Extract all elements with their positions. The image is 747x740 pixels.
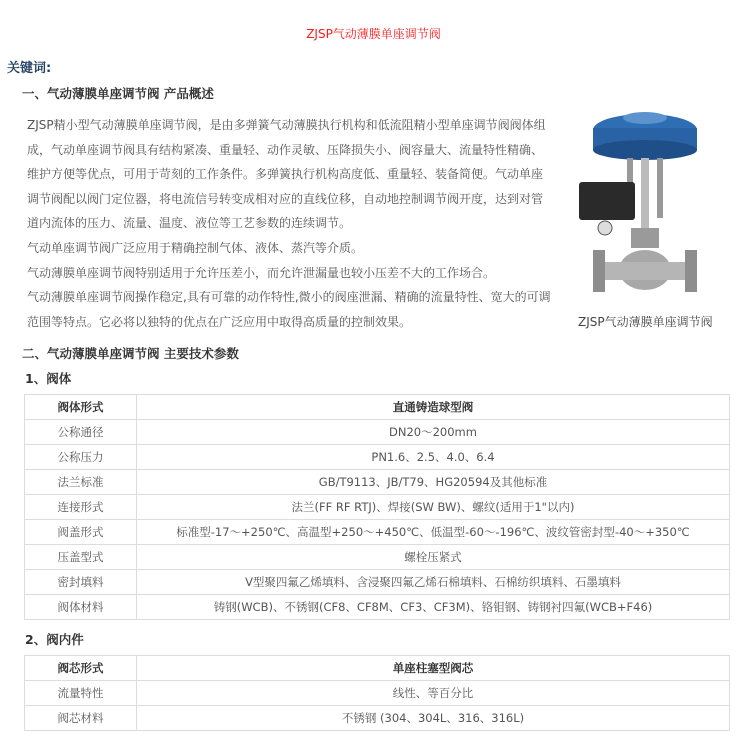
paragraph-line: ZJSP精小型气动薄膜单座调节阀，是由多弹簧气动薄膜执行机构和低流阻精小型单座调节阀阀体组 <box>27 118 546 132</box>
table-row <box>25 520 730 545</box>
table-row <box>25 445 730 470</box>
valve-product-image <box>565 100 725 314</box>
table-row <box>25 395 730 420</box>
page-title: ZJSP气动薄膜单座调节阀 <box>306 27 441 41</box>
param-name-cell: 公称压力 <box>25 445 137 470</box>
table-row <box>25 570 730 595</box>
param-name-cell: 压盖型式 <box>25 545 137 570</box>
param-name-cell: 阀芯形式 <box>25 656 137 681</box>
paragraph-line: 成，气动单座调节阀具有结构紧凑、重量轻、动作灵敏、压降损失小、阀容量大、流量特性精确、 <box>27 142 544 157</box>
param-value-cell: 铸钢(WCB)、不锈钢(CF8、CF8M、CF3、CF3M)、铬钼钢、铸钢衬四氟(WCB+F46) <box>137 595 730 620</box>
table-row <box>25 495 730 520</box>
paragraph-line: 气动单座调节阀广泛应用于精确控制气体、液体、蒸汽等介质。 <box>27 241 364 255</box>
param-value-cell: PN1.6、2.5、4.0、6.4 <box>137 445 730 470</box>
table-row <box>25 706 730 731</box>
table-row <box>25 545 730 570</box>
param-value-cell: V型聚四氟乙烯填料、含浸聚四氟乙烯石棉填料、石棉纺织填料、石墨填料 <box>137 570 730 595</box>
valve-internals-table <box>24 655 730 731</box>
param-value-cell: 螺栓压紧式 <box>137 545 730 570</box>
paragraph-line: 气动薄膜单座调节阀操作稳定,具有可靠的动作特性,微小的阀座泄漏、精确的流量特性、宽大的可调 <box>27 290 551 305</box>
paragraph-line: 道内流体的压力、流量、温度、液位等工艺参数的连续调节。 <box>27 216 352 231</box>
section1-heading: 一、气动薄膜单座调节阀 产品概述 <box>22 86 214 101</box>
param-name-cell: 阀芯材料 <box>25 706 137 731</box>
param-value-cell: GB/T9113、JB/T79、HG20594及其他标准 <box>137 470 730 495</box>
param-name-cell: 流量特性 <box>25 681 137 706</box>
param-value-cell: 直通铸造球型阀 <box>137 395 730 420</box>
subheading-valve-body: 1、阀体 <box>25 371 72 386</box>
table-row <box>25 656 730 681</box>
param-value-cell: 单座柱塞型阀芯 <box>137 656 730 681</box>
section2-heading: 二、气动薄膜单座调节阀 主要技术参数 <box>22 346 239 361</box>
param-value-cell: 线性、等百分比 <box>137 681 730 706</box>
param-name-cell: 阀盖形式 <box>25 520 137 545</box>
keywords-label: 关键词: <box>7 61 52 76</box>
table-row <box>25 595 730 620</box>
param-name-cell: 连接形式 <box>25 495 137 520</box>
param-name-cell: 阀体形式 <box>25 395 137 420</box>
param-value-cell: 不锈钢 (304、304L、316、316L) <box>137 706 730 731</box>
table-row <box>25 420 730 445</box>
subheading-valve-internals: 2、阀内件 <box>25 632 84 647</box>
param-value-cell: 法兰(FF RF RTJ)、焊接(SW BW)、螺纹(适用于1"以内) <box>137 495 730 520</box>
table-row <box>25 681 730 706</box>
paragraph-line: 调节阀配以阀门定位器，将电流信号转变成相对应的直线位移，自动地控制调节阀开度，达到对管 <box>27 191 544 206</box>
paragraph-line: 范围等特点。它必将以独特的优点在广泛应用中取得高质量的控制效果。 <box>27 314 412 329</box>
paragraph-line: 维护方便等优点，可用于苛刻的工作条件。多弹簧执行机构高度低、重量轻、装备简便。气动单座 <box>27 167 544 182</box>
table-row <box>25 470 730 495</box>
param-name-cell: 阀体材料 <box>25 595 137 620</box>
valve-body-table <box>24 394 730 620</box>
param-name-cell: 法兰标准 <box>25 470 137 495</box>
param-value-cell: DN20～200mm <box>137 420 730 445</box>
param-name-cell: 密封填料 <box>25 570 137 595</box>
param-name-cell: 公称通径 <box>25 420 137 445</box>
paragraph-line: 气动薄膜单座调节阀特别适用于允许压差小，而允许泄漏量也较小压差不大的工作场合。 <box>27 265 496 280</box>
param-value-cell: 标准型-17～+250℃、高温型+250～+450℃、低温型-60～-196℃、波纹管密封型-40～+350℃ <box>137 520 730 545</box>
image-caption: ZJSP气动薄膜单座调节阀 <box>578 315 713 329</box>
